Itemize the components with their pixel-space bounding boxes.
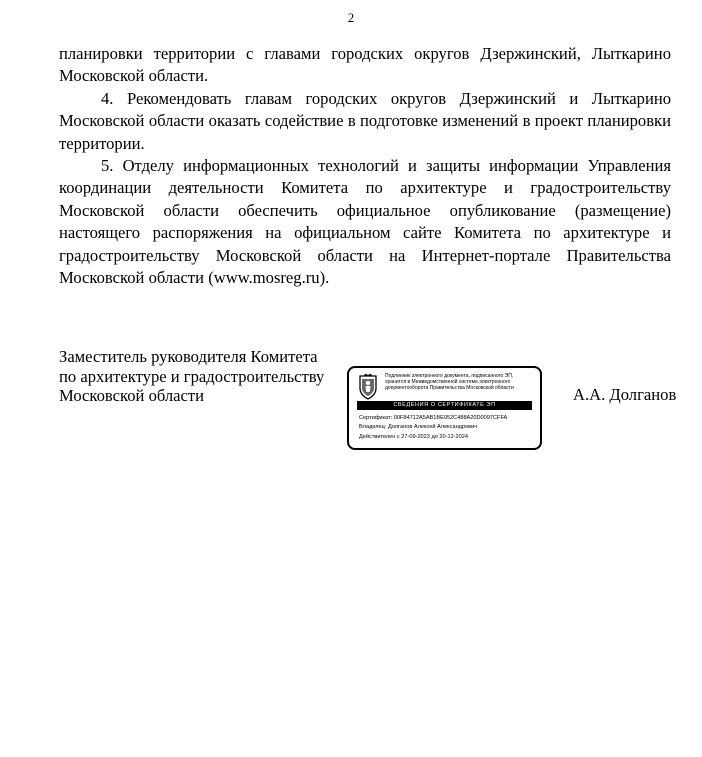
signatory-position-line: Московской области bbox=[59, 386, 205, 405]
paragraph-continuation: планировки территории с главами городских округов Дзержинский, Лыткарино Московской области. bbox=[59, 44, 671, 86]
stamp-info-line: хранится в Межведомственной системе электронного bbox=[385, 379, 511, 386]
electronic-signature-stamp bbox=[347, 366, 542, 450]
signatory-position-line: Заместитель руководителя Комитета bbox=[59, 347, 318, 366]
certificate-details bbox=[359, 414, 537, 442]
signatory-position-line: по архитектуре и градостроительству bbox=[59, 366, 325, 386]
signatory-position bbox=[59, 347, 324, 406]
certificate-info-header: СВЕДЕНИЯ О СЕРТИФИКАТЕ ЭП bbox=[357, 401, 532, 410]
document-body bbox=[59, 43, 671, 289]
certificate-owner: Владелец: Долганов Алексей Александрович bbox=[359, 424, 478, 431]
certificate-number: Сертификат: 00F84712A5AB1BE052C488A20D0097CFFA bbox=[359, 415, 508, 421]
paragraph-item-5: 5. Отделу информационных технологий и защиты информации Управления координации деятельности Комитета по архитектуре и градостроительству Московской области обеспечить официальное опубликование (размещение) настоящего распоряжения на официальном сайте Комитета по архитектуре и градостроительству Московской области на Интернет-портале Правительства Московской области (www.mosreg.ru). bbox=[59, 156, 671, 288]
stamp-info-line: Подлинник электронного документа, подписанного ЭП, bbox=[385, 373, 514, 379]
stamp-info-line: документооборота Правительства Московской области bbox=[385, 385, 514, 392]
signatory-name: А.А. Долганов bbox=[573, 385, 677, 404]
coat-of-arms-icon bbox=[357, 372, 379, 400]
page-number: 2 bbox=[347, 10, 355, 25]
stamp-info-text bbox=[385, 373, 540, 392]
certificate-validity: Действителен с 27-09-2023 до 20-12-2024 bbox=[359, 433, 468, 440]
paragraph-item-4: 4. Рекомендовать главам городских округов Дзержинский и Лыткарино Московской области оказать содействие в подготовке изменений в проект планировки территории. bbox=[59, 88, 671, 153]
